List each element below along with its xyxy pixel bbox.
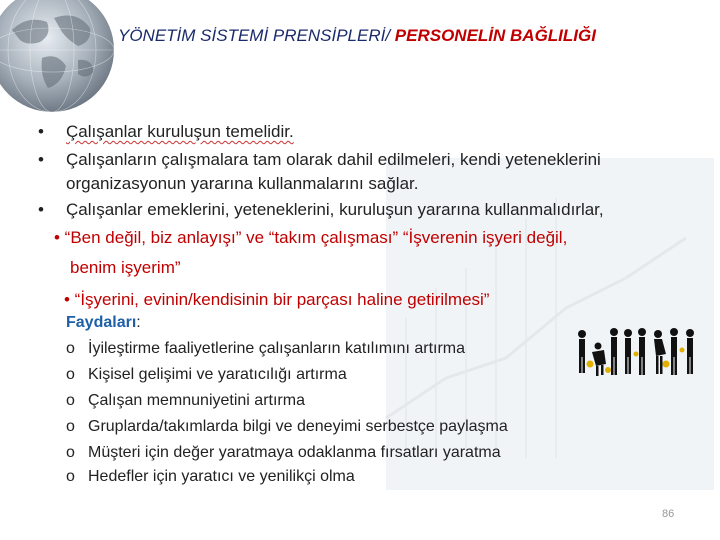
- page-title: [118, 26, 596, 46]
- benefit-text: Kişisel gelişimi ve yaratıcılığı artırma: [88, 366, 347, 383]
- benefit-text: İyileştirme faaliyetlerine çalışanların katılımını artırma: [88, 340, 466, 357]
- benefit-item: [66, 444, 501, 462]
- quote-line-2: benim işyerim”: [70, 258, 181, 277]
- benefits-heading-text: Faydaları: [66, 314, 137, 331]
- quote-line-3: • “İşyerini, evinin/kendisinin bir parçası haline getirilmesi”: [64, 290, 490, 309]
- title-highlight: PERSONELİN BAĞLILIĞI: [394, 26, 596, 45]
- benefit-marker: o: [66, 418, 75, 435]
- benefit-marker: o: [66, 340, 75, 357]
- benefit-item: [66, 468, 355, 486]
- benefit-text: Hedefler için yaratıcı ve yenilikçi olma: [88, 468, 355, 485]
- benefit-text: Çalışan memnuniyetini artırma: [88, 392, 305, 409]
- benefit-marker: o: [66, 468, 75, 485]
- benefit-item: [66, 418, 508, 436]
- bullet-text: organizasyonun yararına kullanmalarını sağlar.: [66, 174, 419, 193]
- benefit-text: Müşteri için değer yaratmaya odaklanma fırsatları yaratma: [88, 444, 501, 461]
- bullet-text: Çalışanlar emeklerini, yeteneklerini, kuruluşun yararına kullanmalıdırlar,: [66, 200, 604, 219]
- benefits-heading-colon: :: [136, 314, 141, 331]
- benefit-text: Gruplarda/takımlarda bilgi ve deneyimi serbestçe paylaşma: [88, 418, 508, 435]
- bullet-marker: •: [38, 122, 44, 141]
- benefit-marker: o: [66, 392, 75, 409]
- team-workers-icon: [574, 324, 702, 384]
- bullet-marker: •: [38, 200, 44, 219]
- globe-icon: [0, 0, 122, 120]
- benefits-heading: [66, 314, 141, 332]
- page-number: 86: [662, 508, 675, 520]
- benefit-item: [66, 392, 305, 410]
- title-main: YÖNETİM SİSTEMİ PRENSİPLERİ/: [118, 26, 395, 45]
- bullet-marker: •: [38, 150, 44, 169]
- benefit-marker: o: [66, 366, 75, 383]
- benefit-item: [66, 340, 465, 358]
- bullet-text: Çalışanların çalışmalara tam olarak dahil edilmeleri, kendi yeteneklerini: [66, 150, 601, 169]
- content-panel: [26, 118, 714, 490]
- quote-line-1: • “Ben değil, biz anlayışı” ve “takım çalışması” “İşverenin işyeri değil,: [54, 228, 568, 247]
- benefit-item: [66, 366, 347, 384]
- bullet-text: Çalışanlar kuruluşun temelidir.: [66, 122, 294, 141]
- benefit-marker: o: [66, 444, 75, 461]
